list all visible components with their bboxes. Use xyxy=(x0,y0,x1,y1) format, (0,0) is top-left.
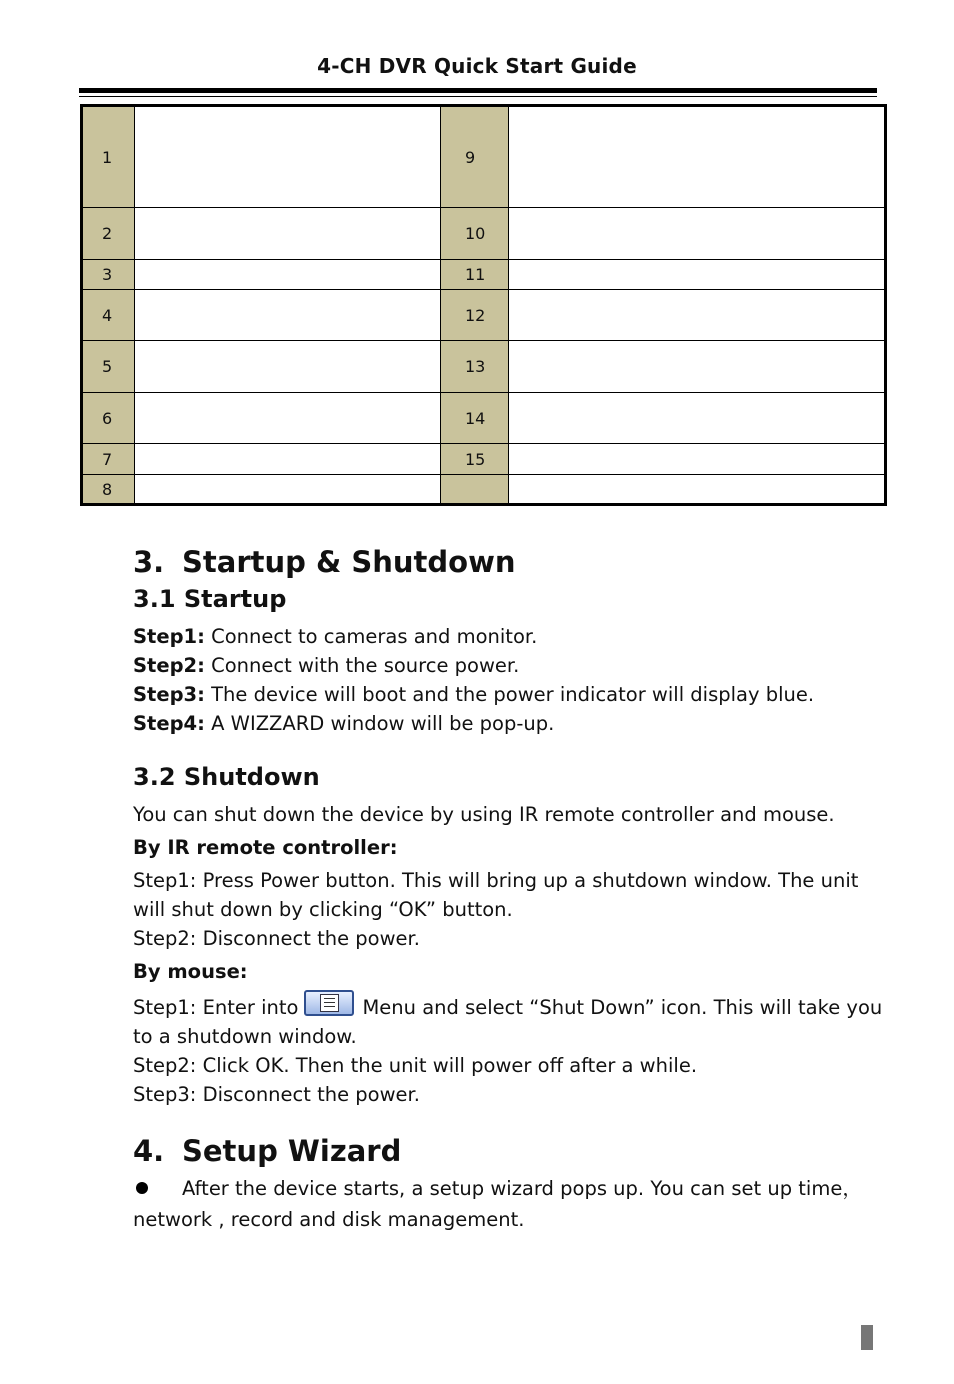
item-number: 8 xyxy=(82,475,135,505)
item-number: 15 xyxy=(441,444,509,475)
menu-icon xyxy=(304,990,354,1016)
page-header: 4-CH DVR Quick Start Guide xyxy=(317,54,637,78)
table-row xyxy=(82,393,886,444)
mouse-subheading: By mouse: xyxy=(133,960,248,983)
item-description xyxy=(135,341,441,393)
page-content xyxy=(133,542,893,1235)
item-description xyxy=(135,475,441,505)
item-description xyxy=(509,106,886,208)
startup-steps xyxy=(133,622,893,738)
startup-step: Step1: Connect to cameras and monitor. xyxy=(133,625,538,648)
section-3-heading: 3. Startup & Shutdown xyxy=(133,545,516,579)
table-row xyxy=(82,260,886,290)
table-row xyxy=(82,106,886,208)
shutdown-intro: You can shut down the device by using IR remote controller and mouse. xyxy=(133,803,835,826)
item-number: 9 xyxy=(441,106,509,208)
section-4-heading: 4. Setup Wizard xyxy=(133,1134,402,1168)
startup-heading: 3.1 Startup xyxy=(133,585,287,613)
table-row xyxy=(82,444,886,475)
item-description xyxy=(135,260,441,290)
mouse-step-2: Step2: Click OK. Then the unit will power off after a while. xyxy=(133,1054,698,1077)
ir-step-1: Step1: Press Power button. This will bring up a shutdown window. The unit will shut down by clicking “OK” button. xyxy=(133,869,859,921)
mouse-step-3: Step3: Disconnect the power. xyxy=(133,1083,420,1106)
startup-step: Step2: Connect with the source power. xyxy=(133,654,520,677)
panel-items-table xyxy=(80,104,887,506)
item-description xyxy=(509,444,886,475)
table-row xyxy=(82,290,886,341)
item-number: 5 xyxy=(82,341,135,393)
item-description xyxy=(135,106,441,208)
ir-step-2: Step2: Disconnect the power. xyxy=(133,927,420,950)
item-number: 1 xyxy=(82,106,135,208)
item-number xyxy=(441,475,509,505)
item-description xyxy=(509,475,886,505)
item-number: 7 xyxy=(82,444,135,475)
page-number-marker xyxy=(861,1325,873,1350)
mouse-step-1: Step1: Enter into Menu and select “Shut Down” icon. This will take you to a shutdown window. xyxy=(133,990,893,1051)
item-description xyxy=(135,444,441,475)
item-description xyxy=(135,208,441,260)
item-number: 11 xyxy=(441,260,509,290)
shutdown-heading: 3.2 Shutdown xyxy=(133,763,320,791)
item-description xyxy=(135,393,441,444)
item-number: 6 xyxy=(82,393,135,444)
item-number: 4 xyxy=(82,290,135,341)
item-number: 10 xyxy=(441,208,509,260)
table-row xyxy=(82,208,886,260)
item-description xyxy=(509,208,886,260)
table-row xyxy=(82,475,886,505)
item-description xyxy=(135,290,441,341)
table-row xyxy=(82,341,886,393)
item-number: 12 xyxy=(441,290,509,341)
item-description xyxy=(509,393,886,444)
header-rule-thick xyxy=(79,88,877,93)
header-rule-thin xyxy=(79,96,877,97)
startup-step: Step4: A WIZZARD window will be pop-up. xyxy=(133,712,555,735)
item-description xyxy=(509,341,886,393)
item-number: 3 xyxy=(82,260,135,290)
ir-remote-subheading: By IR remote controller: xyxy=(133,836,398,859)
item-number: 14 xyxy=(441,393,509,444)
item-number: 2 xyxy=(82,208,135,260)
bullet-icon xyxy=(136,1182,148,1194)
startup-step: Step3: The device will boot and the power indicator will display blue. xyxy=(133,683,815,706)
setup-wizard-bullet: After the device starts, a setup wizard pops up. You can set up time，network , record and disk management. xyxy=(133,1177,862,1231)
item-description xyxy=(509,260,886,290)
item-description xyxy=(509,290,886,341)
item-number: 13 xyxy=(441,341,509,393)
